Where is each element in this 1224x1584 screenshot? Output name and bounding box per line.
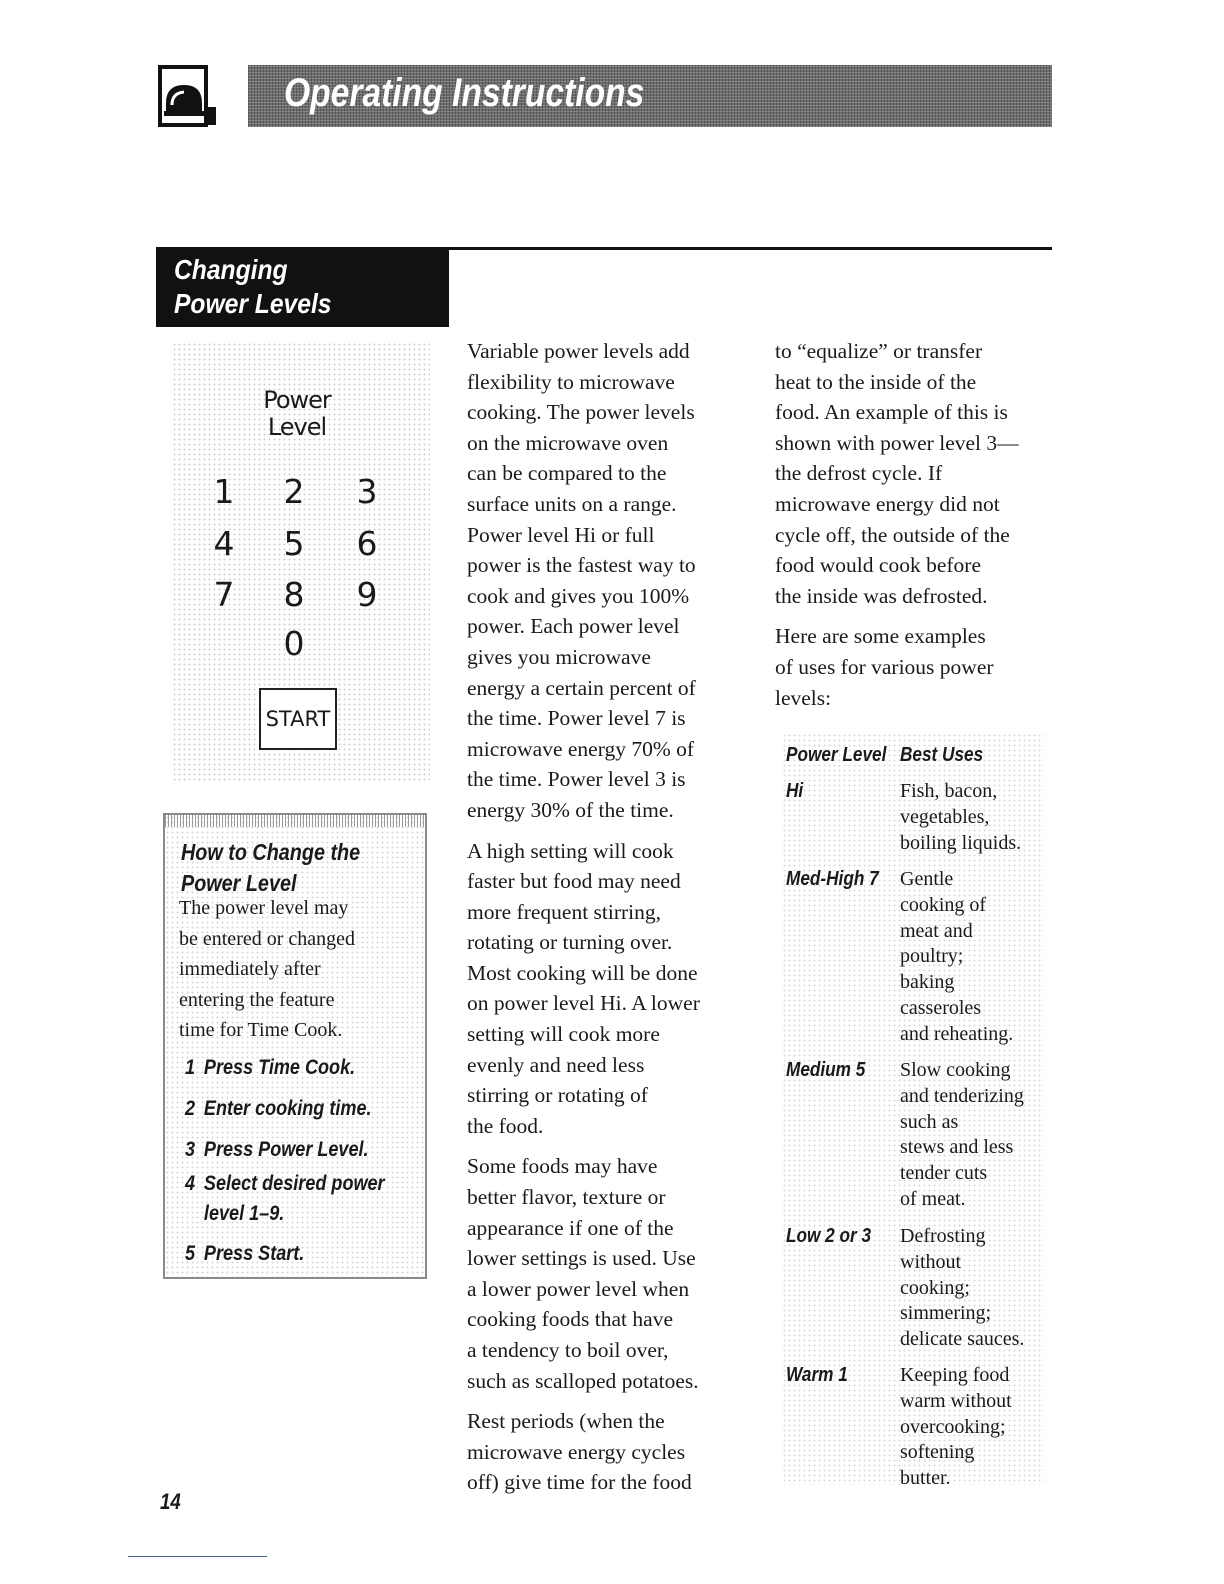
text-line: Power level Hi or full	[467, 522, 655, 547]
text-line: evenly and need less	[467, 1052, 645, 1077]
howto-step-4: 4 Select desired power level 1–9.	[185, 1172, 385, 1225]
text-line: Defrosting	[900, 1225, 986, 1247]
body-column-2	[775, 336, 1050, 723]
text-line: warm without	[900, 1389, 1012, 1412]
text-line: on power level Hi. A lower	[467, 991, 700, 1016]
table-row-level: Med-High 7	[786, 868, 879, 890]
keypad-key-5: 5	[283, 524, 305, 563]
text-line: A high setting will cook	[467, 838, 674, 863]
text-line: such as	[900, 1110, 959, 1133]
text-line: levels:	[775, 685, 832, 710]
footer-link-underline[interactable]	[128, 1556, 267, 1557]
keypad-key-9: 9	[356, 575, 378, 614]
text-line: Some foods may have	[467, 1154, 658, 1179]
text-line: Gentle	[900, 868, 954, 890]
text-line: microwave energy did not	[775, 491, 1000, 516]
keypad-key-3: 3	[356, 472, 378, 511]
text-line: Most cooking will be done	[467, 960, 698, 985]
text-line: off) give time for the food	[467, 1470, 692, 1495]
text-line: butter.	[900, 1467, 951, 1490]
text-line: a lower power level when	[467, 1276, 690, 1301]
table-row-uses	[900, 1058, 1050, 1213]
keypad-key-1: 1	[213, 472, 235, 511]
table-row-level: Warm 1	[786, 1364, 848, 1386]
keypad-illustration	[172, 342, 430, 782]
howto-top-border	[165, 815, 425, 827]
text-line: setting will cook more	[467, 1022, 660, 1047]
text-line: vegetables,	[900, 805, 990, 828]
text-line: better flavor, texture or	[467, 1185, 666, 1210]
text-line: flexibility to microwave	[467, 369, 675, 394]
text-line: of meat.	[900, 1187, 966, 1210]
howto-title: How to Change the Power Level	[181, 839, 361, 896]
text-line: rotating or turning over.	[467, 930, 673, 955]
text-line: gives you microwave	[467, 644, 651, 669]
text-line: Fish, bacon,	[900, 780, 998, 802]
table-row-level: Low 2 or 3	[786, 1225, 872, 1247]
section-title-line2: Power Levels	[174, 288, 332, 319]
keypad-key-0: 0	[283, 624, 305, 663]
keypad-title-line1: Power	[263, 386, 331, 414]
text-line: and tenderizing	[900, 1084, 1024, 1107]
paragraph	[467, 1406, 757, 1498]
text-line: on the microwave oven	[467, 430, 669, 455]
text-line: delicate sauces.	[900, 1328, 1025, 1351]
text-line: faster but food may need	[467, 869, 681, 894]
body-column-1	[467, 336, 757, 1508]
text-line: baking	[900, 971, 955, 994]
howto-step-3: 3 Press Power Level.	[185, 1138, 369, 1161]
paragraph	[467, 836, 757, 1142]
text-line: of uses for various power	[775, 654, 994, 679]
table-row-uses	[900, 867, 1050, 1048]
text-line: surface units on a range.	[467, 491, 677, 516]
table-row-uses	[900, 779, 1050, 856]
table-header-uses: Best Uses	[900, 744, 984, 766]
keypad-key-8: 8	[283, 575, 305, 614]
text-line: shown with power level 3—	[775, 430, 1019, 455]
howto-step-5: 5 Press Start.	[185, 1242, 305, 1265]
howto-text: The power level may be entered or changed immediately after entering the feature time for Time Cook.	[179, 897, 356, 1041]
keypad-title-line2: Level	[267, 413, 327, 441]
text-line: tender cuts	[900, 1162, 988, 1185]
page-title: Operating Instructions	[284, 71, 645, 115]
keypad-key-7: 7	[213, 575, 235, 614]
microwave-bell-icon	[158, 65, 220, 127]
text-line: to “equalize” or transfer	[775, 339, 983, 363]
text-line: food would cook before	[775, 553, 981, 578]
section-rule	[448, 247, 1052, 250]
paragraph	[775, 336, 1050, 611]
keypad-key-4: 4	[213, 524, 235, 563]
text-line: overcooking;	[900, 1415, 1006, 1438]
keypad-start-key: START	[259, 688, 337, 750]
text-line: food. An example of this is	[775, 400, 1008, 425]
text-line: cooking. The power levels	[467, 400, 695, 425]
howto-box	[163, 813, 427, 1279]
howto-step-2: 2 Enter cooking time.	[185, 1097, 372, 1120]
paragraph	[467, 336, 757, 826]
text-line: appearance if one of the	[467, 1215, 674, 1240]
table-row-level: Hi	[786, 780, 804, 802]
text-line: microwave energy 70% of	[467, 736, 695, 761]
text-line: cooking foods that have	[467, 1307, 673, 1332]
text-line: a tendency to boil over,	[467, 1338, 669, 1362]
keypad-key-2: 2	[283, 472, 305, 511]
text-line: boiling liquids.	[900, 831, 1022, 854]
text-line: poultry;	[900, 945, 964, 968]
paragraph	[775, 621, 1050, 713]
text-line: can be compared to the	[467, 461, 667, 486]
howto-step-1: 1 Press Time Cook.	[185, 1056, 356, 1079]
text-line: cooking of	[900, 893, 987, 916]
text-line: Keeping food	[900, 1364, 1010, 1386]
table-row-uses	[900, 1363, 1050, 1492]
text-line: energy 30% of the time.	[467, 797, 674, 822]
keypad-key-6: 6	[356, 524, 378, 563]
text-line: without	[900, 1250, 962, 1273]
table-row-level: Medium 5	[786, 1059, 866, 1081]
keypad-title	[232, 387, 362, 441]
text-line: the time. Power level 7 is	[467, 706, 686, 731]
text-line: power is the fastest way to	[467, 553, 696, 578]
text-line: power. Each power level	[467, 614, 680, 639]
text-line: stirring or rotating of	[467, 1083, 648, 1108]
text-line: heat to the inside of the	[775, 369, 977, 394]
text-line: softening	[900, 1441, 975, 1464]
paragraph	[467, 1151, 757, 1396]
text-line: cycle off, the outside of the	[775, 522, 1010, 547]
text-line: energy a certain percent of	[467, 675, 696, 700]
table-header-level: Power Level	[786, 744, 887, 766]
section-heading	[156, 247, 449, 327]
text-line: the time. Power level 3 is	[467, 767, 686, 792]
power-level-table	[782, 733, 1044, 1490]
text-line: casseroles	[900, 996, 982, 1019]
text-line: Rest periods (when the	[467, 1409, 665, 1434]
text-line: more frequent stirring,	[467, 899, 662, 924]
text-line: the inside was defrosted.	[775, 583, 988, 608]
text-line: meat and	[900, 919, 973, 942]
text-line: cook and gives you 100%	[467, 583, 690, 608]
text-line: cooking;	[900, 1276, 970, 1299]
text-line: microwave energy cycles	[467, 1439, 686, 1464]
text-line: Slow cooking	[900, 1059, 1011, 1081]
page-number: 14	[160, 1489, 181, 1514]
text-line: and reheating.	[900, 1022, 1014, 1045]
text-line: Here are some examples	[775, 624, 986, 649]
header-banner	[248, 65, 1052, 127]
table-row-uses	[900, 1224, 1050, 1353]
section-title-line1: Changing	[174, 254, 288, 285]
text-line: the food.	[467, 1113, 544, 1138]
text-line: the defrost cycle. If	[775, 461, 943, 486]
text-line: lower settings is used. Use	[467, 1246, 696, 1271]
text-line: simmering;	[900, 1302, 992, 1325]
text-line: Variable power levels add	[467, 339, 690, 363]
text-line: such as scalloped potatoes.	[467, 1368, 699, 1393]
text-line: stews and less	[900, 1136, 1014, 1159]
